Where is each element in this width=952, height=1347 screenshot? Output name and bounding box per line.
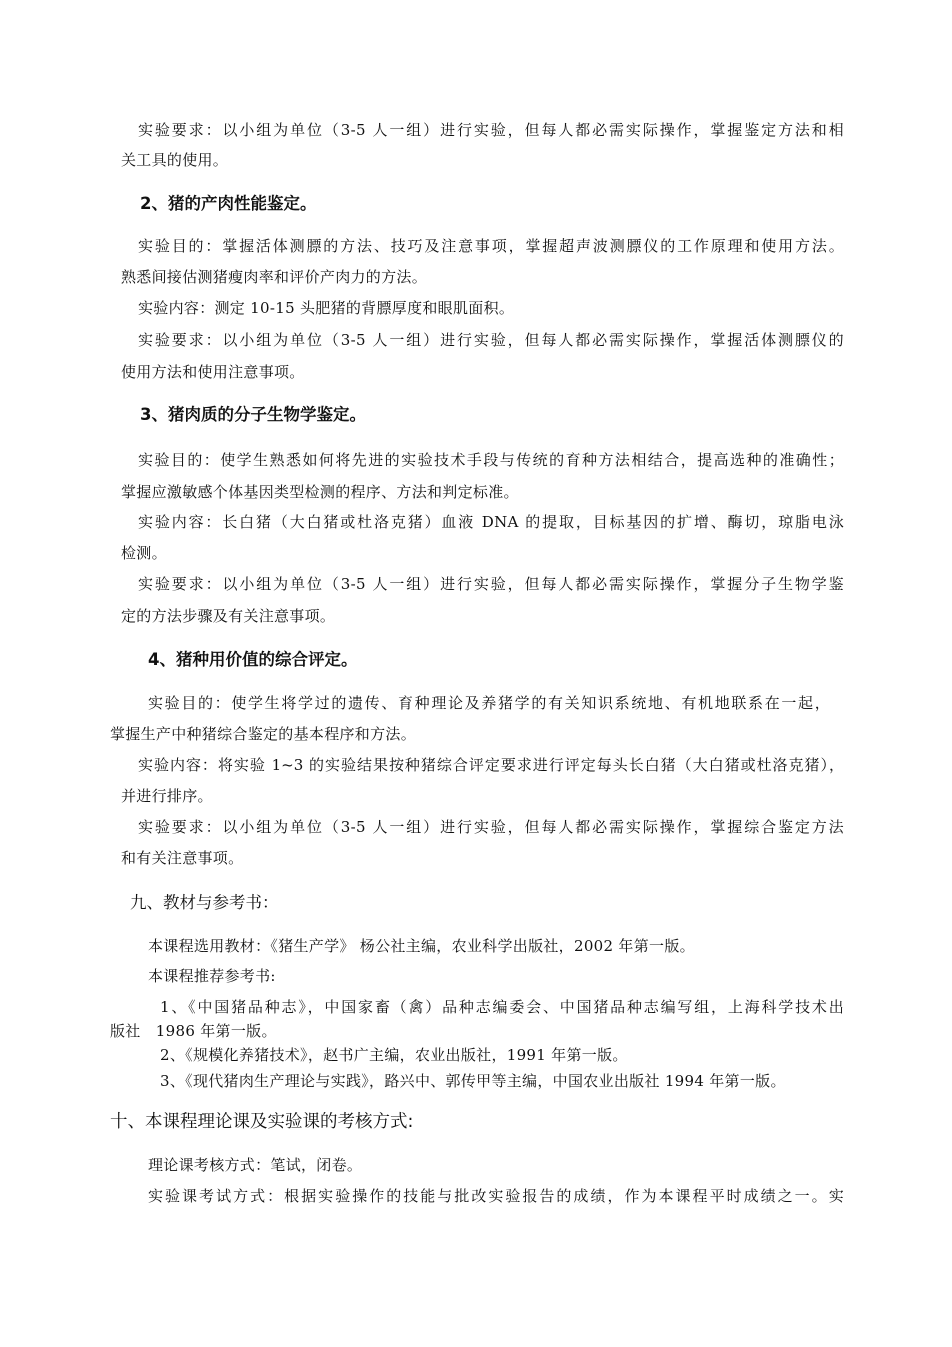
s9-recommend-label: 本课程推荐参考书:: [148, 967, 276, 985]
s3-purpose-line-1: 实验目的：使学生熟悉如何将先进的实验技术手段与传统的育种方法相结合，提高选种的准确性；: [138, 451, 844, 469]
section-10-heading: 十、本课程理论课及实验课的考核方式:: [110, 1112, 414, 1132]
s3-purpose-line-2: 掌握应激敏感个体基因类型检测的程序、方法和判定标准。: [121, 483, 519, 501]
s2-requirement-line-2: 使用方法和使用注意事项。: [121, 363, 305, 381]
s3-content-line-2: 检测。: [121, 544, 167, 562]
s4-purpose-line-1: 实验目的：使学生将学过的遗传、育种理论及养猪学的有关知识系统地、有机地联系在一起，: [148, 694, 830, 712]
s10-lab-assessment: 实验课考试方式：根据实验操作的技能与批改实验报告的成绩，作为本课程平时成绩之一。实: [148, 1187, 844, 1205]
s9-reference-1-line-2: 版社 1986 年第一版。: [110, 1022, 277, 1040]
s2-purpose-line-2: 熟悉间接估测猪瘦肉率和评价产肉力的方法。: [121, 268, 428, 286]
s4-purpose-line-2: 掌握生产中种猪综合鉴定的基本程序和方法。: [110, 725, 417, 743]
s9-textbook: 本课程选用教材：《猪生产学》 杨公社主编，农业科学出版社，2002 年第一版。: [148, 937, 695, 955]
s2-content: 实验内容：测定 10-15 头肥猪的背膘厚度和眼肌面积。: [138, 299, 515, 317]
s9-reference-3: 3、《现代猪肉生产理论与实践》，路兴中、郭传甲等主编，中国农业出版社 1994 年第一版。: [160, 1072, 786, 1090]
s4-content-line-2: 并进行排序。: [121, 787, 213, 805]
s3-requirement-line-2: 定的方法步骤及有关注意事项。: [121, 607, 336, 625]
section-9-heading: 九、教材与参考书：: [130, 893, 279, 912]
section-2-heading: 2、猪的产肉性能鉴定。: [140, 194, 317, 213]
s4-content-line-1: 实验内容：将实验 1~3 的实验结果按种猪综合评定要求进行评定每头长白猪（大白猪或杜洛克猪），: [138, 756, 844, 774]
s4-requirement-line-2: 和有关注意事项。: [121, 849, 244, 867]
s1-requirement-line-1: 实验要求：以小组为单位（3-5 人一组）进行实验，但每人都必需实际操作，掌握鉴定方法和相: [138, 121, 844, 139]
s9-reference-2: 2、《规模化养猪技术》，赵书广主编，农业出版社，1991 年第一版。: [160, 1046, 628, 1064]
s4-requirement-line-1: 实验要求：以小组为单位（3-5 人一组）进行实验，但每人都必需实际操作，掌握综合鉴定方法: [138, 818, 844, 836]
section-4-heading: 4、猪种用价值的综合评定。: [148, 650, 358, 669]
s1-requirement-line-2: 关工具的使用。: [121, 151, 229, 169]
s9-reference-1-line-1: 1、《中国猪品种志》，中国家畜（禽）品种志编委会、中国猪品种志编写组，上海科学技术出: [160, 998, 844, 1016]
section-3-heading: 3、猪肉质的分子生物学鉴定。: [140, 405, 366, 424]
s3-content-line-1: 实验内容：长白猪（大白猪或杜洛克猪）血液 DNA 的提取，目标基因的扩增、酶切，琼脂电泳: [138, 513, 844, 531]
s3-requirement-line-1: 实验要求：以小组为单位（3-5 人一组）进行实验，但每人都必需实际操作，掌握分子生物学鉴: [138, 575, 844, 593]
s10-theory-assessment: 理论课考核方式：笔试，闭卷。: [148, 1156, 363, 1174]
s2-purpose-line-1: 实验目的：掌握活体测膘的方法、技巧及注意事项，掌握超声波测膘仪的工作原理和使用方法。: [138, 237, 844, 255]
s2-requirement-line-1: 实验要求：以小组为单位（3-5 人一组）进行实验，但每人都必需实际操作，掌握活体测膘仪的: [138, 331, 844, 349]
